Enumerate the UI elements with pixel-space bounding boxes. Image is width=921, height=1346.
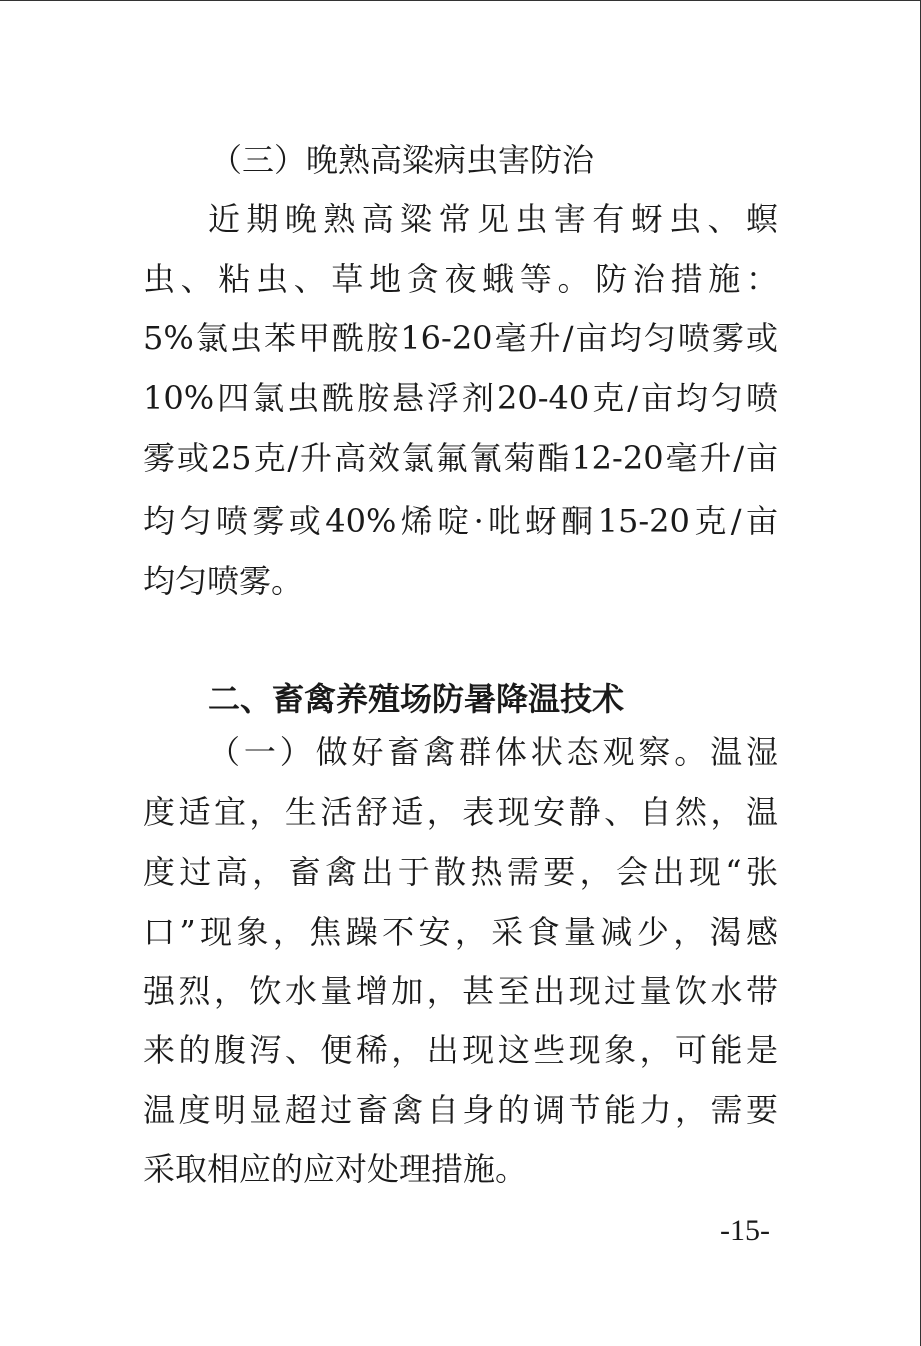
paragraph-line: 近期晚熟高粱常见虫害有蚜虫、螟 bbox=[208, 200, 778, 238]
paragraph-line: 虫、粘虫、草地贪夜蛾等。防治措施： bbox=[143, 260, 778, 298]
section-heading-sorghum-pest-control: （三）晚熟高粱病虫害防治 bbox=[210, 141, 595, 179]
paragraph-line: 度适宜，生活舒适，表现安静、自然，温 bbox=[143, 793, 778, 831]
paragraph-line: 温度明显超过畜禽自身的调节能力，需要 bbox=[143, 1091, 778, 1129]
paragraph-line: 口”现象，焦躁不安，采食量减少，渴感 bbox=[143, 913, 778, 951]
paragraph-line: 10%四氯虫酰胺悬浮剂20-40克/亩均匀喷 bbox=[143, 379, 778, 417]
paragraph-line: （一）做好畜禽群体状态观察。温湿 bbox=[208, 733, 778, 771]
page-number: -15- bbox=[720, 1214, 770, 1247]
paragraph-line: 均匀喷雾或40%烯啶·吡蚜酮15-20克/亩 bbox=[143, 502, 778, 540]
paragraph-line: 5%氯虫苯甲酰胺16-20毫升/亩均匀喷雾或 bbox=[143, 319, 778, 357]
paragraph-line: 度过高，畜禽出于散热需要，会出现“张 bbox=[143, 853, 778, 891]
paragraph-line: 来的腹泻、便稀，出现这些现象，可能是 bbox=[143, 1031, 778, 1069]
paragraph-line: 均匀喷雾。 bbox=[143, 562, 304, 600]
paragraph-line: 雾或25克/升高效氯氟氰菊酯12-20毫升/亩 bbox=[143, 439, 778, 477]
main-heading-livestock-heat-prevention: 二、畜禽养殖场防暑降温技术 bbox=[208, 680, 625, 718]
paragraph-line: 强烈，饮水量增加，甚至出现过量饮水带 bbox=[143, 972, 778, 1010]
paragraph-line: 采取相应的应对处理措施。 bbox=[143, 1150, 528, 1188]
